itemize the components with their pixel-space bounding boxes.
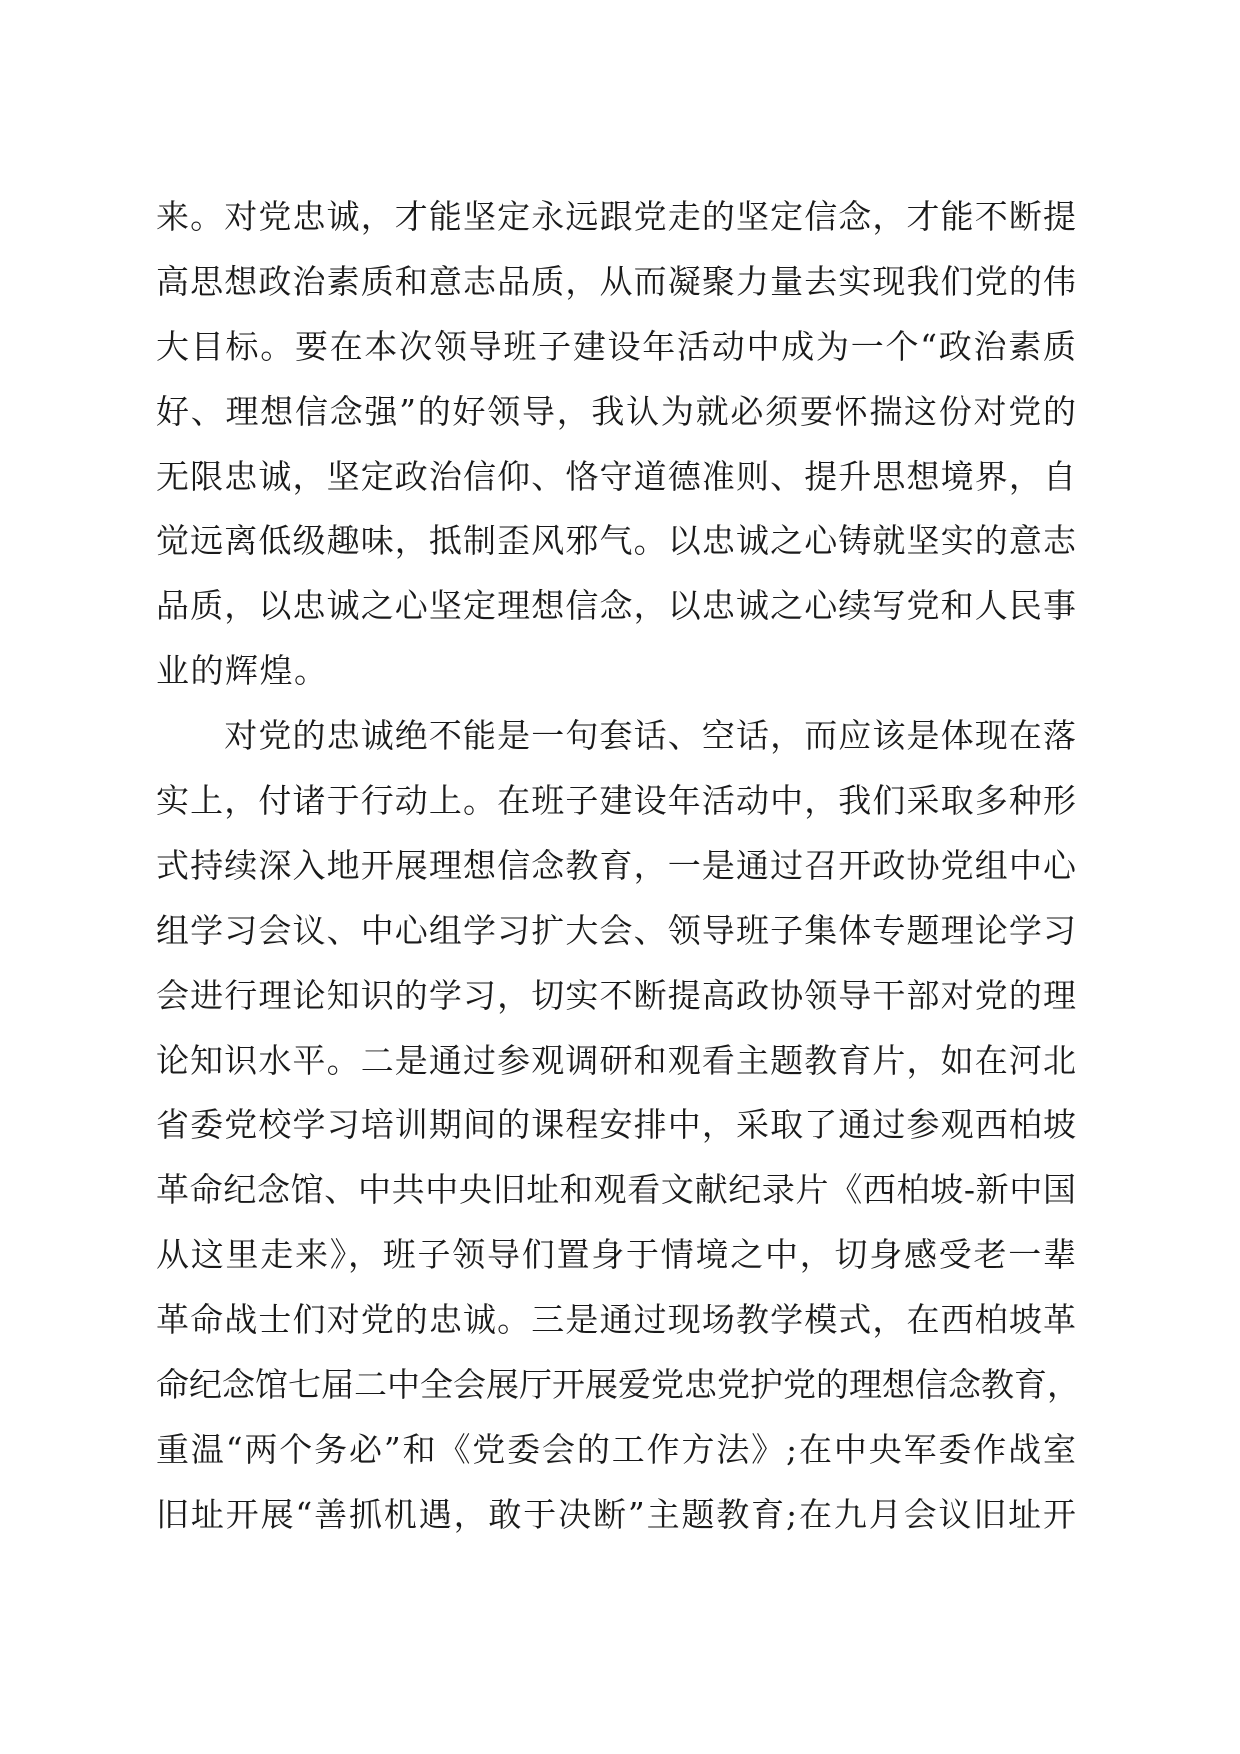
text-line: 好、理想信念强”的好领导，我认为就必须要怀揣这份对党的 <box>156 391 1076 431</box>
text-line: 命纪念馆七届二中全会展厅开展爱党忠党护党的理想信念教育， <box>156 1365 1080 1405</box>
text-line: 无限忠诚，坚定政治信仰、恪守道德准则、提升思想境界，自 <box>156 456 1076 496</box>
text-line: 革命纪念馆、中共中央旧址和观看文献纪录片《西柏坡-新中国 <box>156 1170 1076 1210</box>
text-line: 来。对党忠诚，才能坚定永远跟党走的坚定信念，才能不断提 <box>156 197 1076 236</box>
text-line: 觉远离低级趣味，抵制歪风邪气。以忠诚之心铸就坚实的意志 <box>156 521 1076 561</box>
text-line: 高思想政治素质和意志品质，从而凝聚力量去实现我们党的伟 <box>156 261 1076 301</box>
text-line: 实上，付诸于行动上。在班子建设年活动中，我们采取多种形 <box>156 781 1076 821</box>
text-line: 大目标。要在本次领导班子建设年活动中成为一个“政治素质 <box>156 326 1076 366</box>
text-line: 旧址开展“善抓机遇，敢于决断”主题教育;在九月会议旧址开 <box>156 1494 1076 1534</box>
body-text <box>156 185 1080 1548</box>
text-line: 对党的忠诚绝不能是一句套话、空话，而应该是体现在落 <box>156 716 1076 756</box>
text-line: 业的辉煌。 <box>156 651 329 691</box>
text-line: 革命战士们对党的忠诚。三是通过现场教学模式，在西柏坡革 <box>156 1300 1076 1340</box>
text-line: 省委党校学习培训期间的课程安排中，采取了通过参观西柏坡 <box>156 1105 1076 1145</box>
text-line: 组学习会议、中心组学习扩大会、领导班子集体专题理论学习 <box>156 910 1076 950</box>
text-line: 论知识水平。二是通过参观调研和观看主题教育片，如在河北 <box>156 1040 1076 1080</box>
text-line: 会进行理论知识的学习，切实不断提高政协领导干部对党的理 <box>156 975 1076 1015</box>
text-line: 从这里走来》，班子领导们置身于情境之中，切身感受老一辈 <box>156 1235 1076 1275</box>
text-line: 品质，以忠诚之心坚定理想信念，以忠诚之心续写党和人民事 <box>156 586 1076 626</box>
text-line: 重温“两个务必”和《党委会的工作方法》;在中央军委作战室 <box>156 1429 1076 1469</box>
text-line: 式持续深入地开展理想信念教育，一是通过召开政协党组中心 <box>156 845 1076 885</box>
